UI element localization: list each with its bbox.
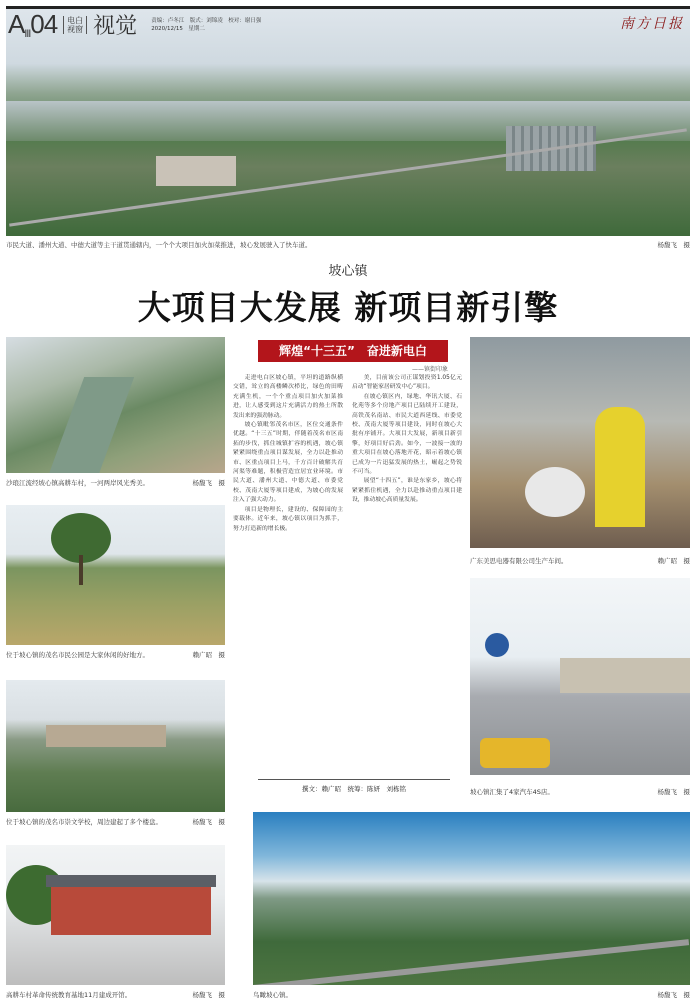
page-header bbox=[6, 6, 690, 40]
article-banner: 辉煌“十三五” 奋进新电白 bbox=[258, 340, 448, 362]
photo-school bbox=[6, 680, 225, 812]
photo-education-base bbox=[6, 845, 225, 985]
photo-caption: 广东美思电器有限公司生产车间。 赖广昭 摄 bbox=[470, 557, 690, 565]
byline: 撰文：赖广昭 统筹：陈妍 刘栋铭 bbox=[302, 785, 406, 793]
page-number: AⅢ04 bbox=[8, 9, 58, 40]
paragraph: 走进电白区坡心镇，平坦的道路纵横交错，耸立的高楼鳞次栉比，绿色的田畴充满生机，一个个重点项目加火加菜推进，让人感受到这片充满活力的热土所散发出来的强劲脉动。 bbox=[233, 375, 343, 419]
photo-caption: 位于坡心镇的茂名市崇文学校，周边建起了多个楼盘。 杨馥飞 摄 bbox=[6, 818, 225, 826]
divider bbox=[258, 779, 450, 780]
aerial-photo-main-roads bbox=[6, 6, 690, 236]
section-label-small: 电白 视窗 bbox=[63, 16, 87, 34]
paragraph: 美，目前该公司正谋划投资1.05亿元启动“智能家居研发中心”项目。 bbox=[352, 375, 462, 391]
photo-caption: 高耕车村革命传统教育基地11月建成开馆。 杨馥飞 摄 bbox=[6, 991, 225, 999]
paragraph: 在坡心镇区内，绿地、华讯大厦、石化苑等多个房地产项目已陆续开工建设，高铁茂名南站、市民大道西延线、市委党校、茂南大厦等项目建设，同时在坡心大批有序铺开。大项目大发展，新项目新引擎，好项目好后劲。如今，一波接一波的重大项目在坡心落地开花，昭示着坡心镇已成为一片迅猛发展的热土，崛起之势锐不可当。 bbox=[352, 393, 462, 476]
photo-aerial-poxin bbox=[253, 812, 690, 985]
section-title: 视觉 bbox=[93, 14, 138, 39]
photo-caption: 市民大道、潘州大道、中德大道等主干道贯通辖内，一个个大项目加火加菜推进，坡心发展驶入了快车道。 杨馥飞 摄 bbox=[6, 241, 690, 249]
page-meta: 责编：卢冬江 版式：刘锦凌 校对：谢日强 2020/12/15 星期二 bbox=[151, 17, 262, 32]
photo-factory-workshop bbox=[470, 337, 690, 548]
paragraph: 项目是物理长，建设的、保障园的主要载体。近年来，坡心镇以项目为抓手，努力打造新的增长极。 bbox=[233, 506, 343, 532]
photo-caption: 位于坡心镇的茂名市民公园是大家休闲的好地方。 赖广昭 摄 bbox=[6, 651, 225, 659]
article-column-1 bbox=[233, 374, 343, 774]
paragraph: 展望“十四五”，谁是东家乡，坡心将紧紧抓住机遇，全力以赴推动重点项目建设，推动坡心高质量发展。 bbox=[352, 478, 462, 504]
headline: 大项目大发展 新项目新引擎 bbox=[137, 288, 559, 327]
paragraph: 坡心镇毗邻茂名市区，区位交通条件优越。“十三五”时期，伴随着茂名市区南拓的步伐，抓住城镇扩容的机遇，坡心镇紧紧围绕重点项目谋发展，全力以赴推动市、区重点项目上马，千方百计破解共育河渠等难题，积极营造宜居宜业环境。市民大道、潘州大道、中德大道、市委党校、茂南大厦等项目建成，为坡心的发展注入了强大动力。 bbox=[233, 422, 343, 504]
photo-car-dealerships bbox=[470, 578, 690, 775]
photo-caption: 鸟瞰坡心镇。 杨馥飞 摄 bbox=[253, 991, 690, 999]
photo-citizen-park bbox=[6, 505, 225, 645]
kicker: 坡心镇 bbox=[328, 264, 368, 279]
photo-caption: 坡心镇汇集了4家汽车4S店。 杨馥飞 摄 bbox=[470, 788, 690, 796]
photo-caption: 沙琅江流经坡心镇高耕车村，一河两岸风光秀美。 杨馥飞 摄 bbox=[6, 479, 225, 487]
newspaper-logo: 南方日报 bbox=[620, 16, 684, 32]
article-banner-subtitle: ——镇街印象 bbox=[411, 366, 448, 373]
article-column-2 bbox=[352, 374, 462, 774]
photo-river-village bbox=[6, 337, 225, 473]
